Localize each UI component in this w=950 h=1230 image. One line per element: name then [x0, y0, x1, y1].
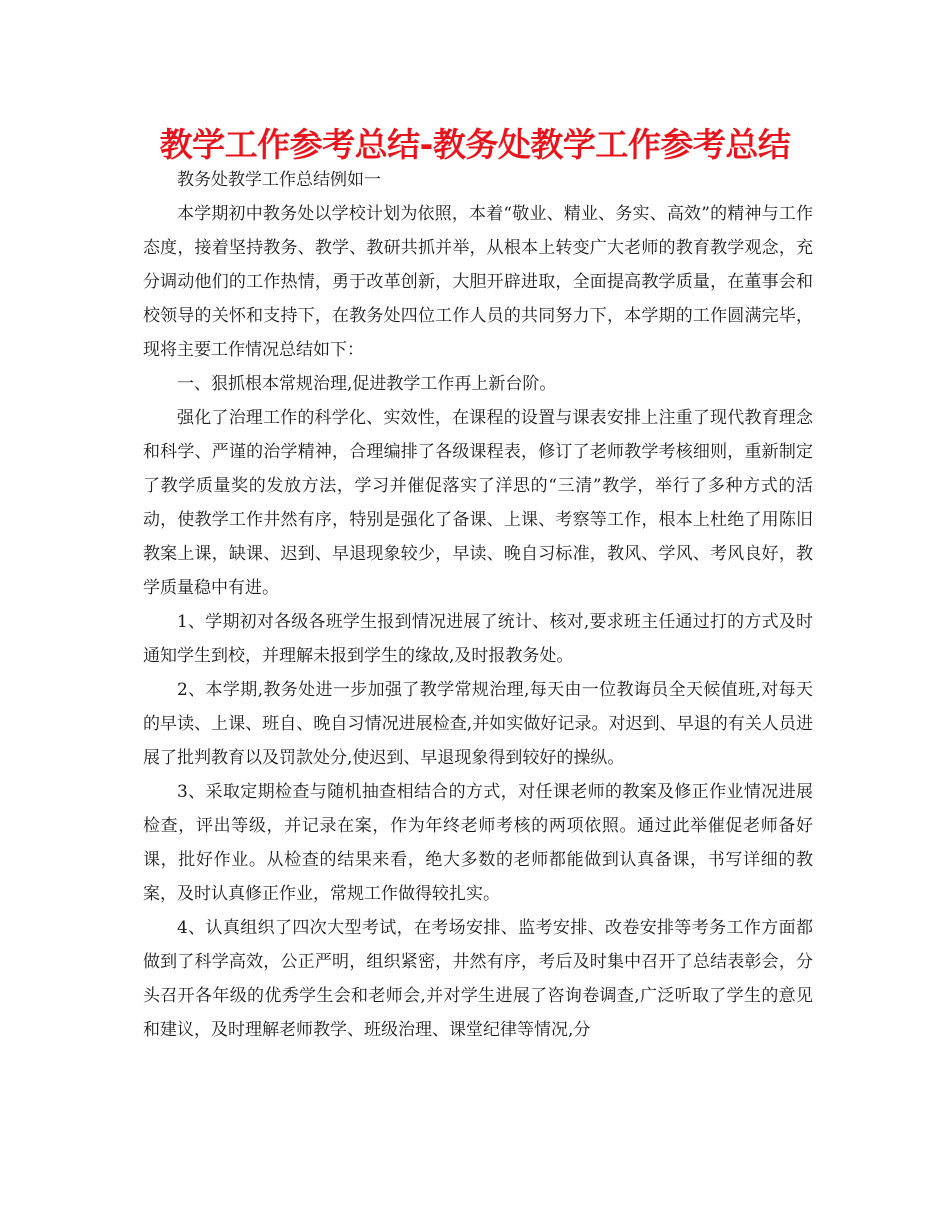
document-title: 教学工作参考总结-教务处教学工作参考总结 [159, 125, 791, 164]
paragraph-item-4: 4、认真组织了四次大型考试，在考场安排、监考安排、改卷安排等考务工作方面都做到了科学高效，公正严明，组织紧密，井然有序，考后及时集中召开了总结表彰会，分头召开各年级的优秀学生会和老师会,并对学生进展了咨询卷调查,广泛听取了学生的意见和建议，及时理解老师教学、班级治理、课堂纪律等情况,分 [143, 918, 813, 1040]
document-body [143, 163, 813, 1047]
paragraph-item-1: 1、学期初对各级各班学生报到情况进展了统计、核对,要求班主任通过打的方式及时通知学生到校，并理解未报到学生的缘故,及时报教务处。 [143, 612, 813, 666]
document-subtitle: 教务处教学工作总结例如一 [177, 170, 381, 190]
paragraph-item-3: 3、采取定期检查与随机抽查相结合的方式，对任课老师的教案及修正作业情况进展检查，评出等级，并记录在案，作为年终老师考核的两项依照。通过此举催促老师备好课，批好作业。从检查的结果来看，绝大多数的老师都能做到认真备课，书写详细的教案，及时认真修正作业，常规工作做得较扎实。 [143, 782, 813, 904]
paragraph-item-2: 2、本学期,教务处进一步加强了教学常规治理,每天由一位教诲员全天候值班,对每天的早读、上课、班自、晚自习情况进展检查,并如实做好记录。对迟到、早退的有关人员进展了批判教育以及罚款处分,使迟到、早退现象得到较好的操纵。 [143, 680, 813, 768]
section-heading: 一、狠抓根本常规治理,促进教学工作再上新台阶。 [177, 374, 557, 394]
paragraph-management: 强化了治理工作的科学化、实效性，在课程的设置与课表安排上注重了现代教育理念和科学、严谨的治学精神，合理编排了各级课程表，修订了老师教学考核细则，重新制定了教学质量奖的发放方法，学习并催促落实了洋思的“三清”教学，举行了多种方式的活动，使教学工作井然有序，特别是强化了备课、上课、考察等工作，根本上杜绝了用陈旧教案上课，缺课、迟到、早退现象较少，早读、晚自习标准，教风、学风、考风良好，教学质量稳中有进。 [143, 408, 813, 598]
paragraph-intro: 本学期初中教务处以学校计划为依照，本着“敬业、精业、务实、高效”的精神与工作态度，接着坚持教务、教学、教研共抓并举，从根本上转变广大老师的教育教学观念，充分调动他们的工作热情，勇于改革创新，大胆开辟进取，全面提高教学质量，在董事会和校领导的关怀和支持下，在教务处四位工作人员的共同努力下，本学期的工作圆满完毕，现将主要工作情况总结如下： [143, 204, 813, 360]
